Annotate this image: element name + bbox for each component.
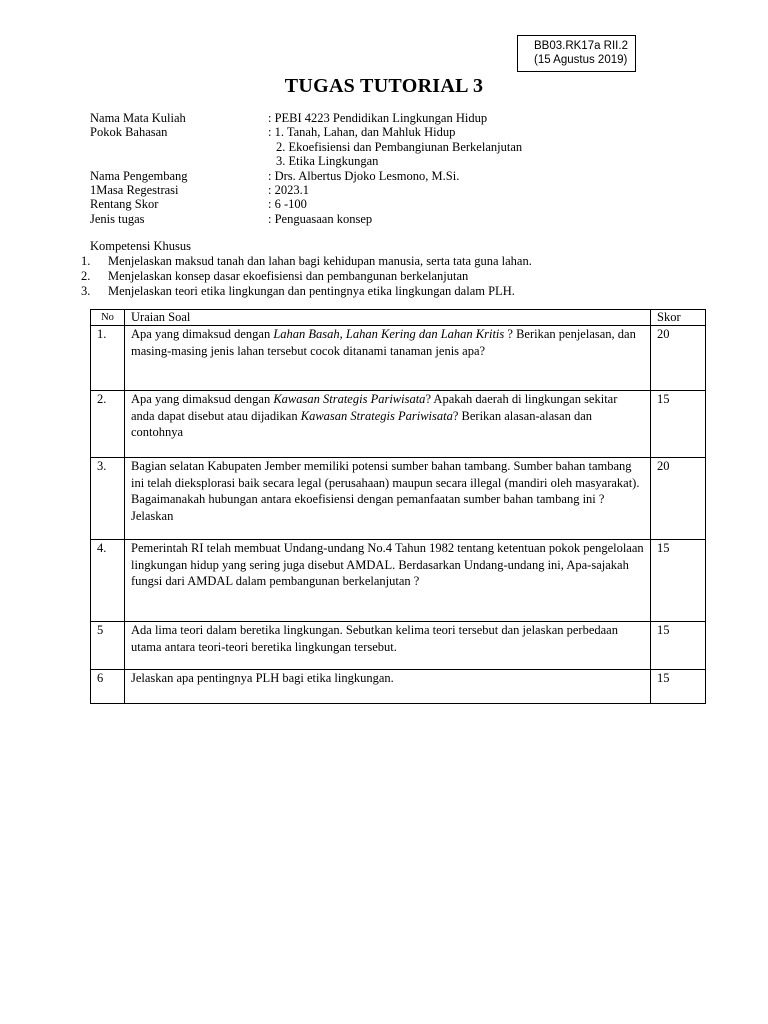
topic-item: 2. Ekoefisiensi dan Pembangiunan Berkelanjutan (276, 139, 523, 154)
developer-row (90, 169, 710, 183)
question-text-run: ? Berikan alasan-alasan dan contohnya (131, 408, 593, 439)
question-text-run: Pemerintah RI telah membuat Undang-undang No.4 Tahun 1982 tentang ketentuan pokok pengelolaan lingkungan hidup yang sering juga disebut AMDAL. Berdasarkan Undang-undang ini, Apa-sajakah fungsi dari AMDAL dalam pembangunan berkelanjutan ? (131, 541, 644, 588)
course-name-value: : PEBI 4223 Pendidikan Lingkungan Hidup (268, 111, 488, 125)
question-number: 4. (91, 540, 125, 622)
question-text (125, 458, 651, 540)
table-row (91, 540, 706, 622)
question-text (125, 540, 651, 622)
question-number: 6 (91, 670, 125, 704)
score-range-row (90, 197, 710, 211)
list-item (81, 254, 701, 269)
registration-label: 1Masa Regestrasi (90, 183, 179, 198)
list-item (81, 269, 701, 284)
table-row (91, 391, 706, 458)
question-score: 15 (651, 622, 706, 670)
question-text (125, 391, 651, 458)
task-type-label: Jenis tugas (90, 211, 145, 226)
list-item (81, 284, 701, 299)
topic-row (90, 125, 710, 168)
course-info (90, 111, 710, 226)
topic-item: 3. Etika Lingkungan (276, 154, 379, 169)
question-number: 5 (91, 622, 125, 670)
question-text-run: Jelaskan apa pentingnya PLH bagi etika lingkungan. (131, 671, 394, 685)
topic-item: : 1. Tanah, Lahan, dan Mahluk Hidup (268, 125, 456, 140)
task-type-value: : Penguasaan konsep (268, 211, 373, 226)
question-number: 2. (91, 391, 125, 458)
table-row (91, 622, 706, 670)
question-score: 15 (651, 670, 706, 704)
competency-text: Menjelaskan teori etika lingkungan dan pentingnya etika lingkungan dalam PLH. (108, 284, 515, 298)
competency-text: Menjelaskan konsep dasar ekoefisiensi dan pembangunan berkelanjutan (108, 269, 469, 283)
table-header-row (91, 310, 706, 326)
registration-row (90, 183, 710, 197)
question-score: 20 (651, 326, 706, 391)
question-text (125, 326, 651, 391)
document-code: BB03.RK17a RII.2 (534, 40, 628, 52)
question-text-run: Apa yang dimaksud dengan (131, 392, 274, 406)
question-number: 3. (91, 458, 125, 540)
competency-number: 1. (81, 254, 91, 268)
course-name-row (90, 111, 710, 125)
question-score: 15 (651, 540, 706, 622)
topic-label: Pokok Bahasan (90, 125, 168, 140)
document-date: (15 Agustus 2019) (534, 54, 628, 66)
column-header-question: Uraian Soal (125, 310, 651, 326)
question-score: 20 (651, 458, 706, 540)
competency-section (81, 239, 710, 299)
task-type-row (90, 212, 710, 226)
question-text-run: ? Berikan penjelasan, dan masing-masing jenis lahan tersebut cocok ditanami tanaman jenis apa? (131, 327, 636, 358)
table-row (91, 458, 706, 540)
table-row (91, 670, 706, 704)
competency-list (81, 254, 710, 299)
column-header-no: No (91, 310, 125, 326)
question-text-run: Ada lima teori dalam beretika lingkungan. Sebutkan kelima teori tersebut dan jelaskan perbedaan utama antara teori-teori beretika lingkungan tersebut. (131, 623, 618, 654)
competency-number: 2. (81, 269, 91, 283)
topic-list (268, 125, 710, 168)
course-name-label: Nama Mata Kuliah (90, 111, 186, 125)
question-text-run: Apa yang dimaksud dengan (131, 327, 274, 341)
document-code-box (517, 35, 636, 72)
competency-heading: Kompetensi Khusus (90, 239, 192, 253)
question-text-run: Bagian selatan Kabupaten Jember memiliki potensi sumber bahan tambang. Sumber bahan tambang ini telah dieksplorasi baik secara legal (perusahaan) maupun secara illegal (mandiri oleh masyarakat). Bagaimanakah hubungan antara ekoefisiensi dengan pemanfaatan sumber bahan tambang ini ? Jelaskan (131, 459, 640, 523)
competency-number: 3. (81, 284, 91, 298)
score-range-value: : 6 -100 (268, 197, 307, 212)
table-row (91, 326, 706, 391)
question-italic-term: Kawasan Strategis Pariwisata (273, 392, 426, 406)
questions-table (90, 309, 706, 704)
registration-value: : 2023.1 (268, 183, 309, 198)
question-text (125, 670, 651, 704)
question-text (125, 622, 651, 670)
question-number: 1. (91, 326, 125, 391)
developer-label: Nama Pengembang (90, 168, 188, 183)
question-italic-term: Lahan Basah, Lahan Kering dan Lahan Kritis (273, 327, 505, 341)
question-score: 15 (651, 391, 706, 458)
question-italic-term: Kawasan Strategis Pariwisata (300, 408, 453, 423)
competency-text: Menjelaskan maksud tanah dan lahan bagi kehidupan manusia, serta tata guna lahan. (108, 254, 532, 268)
score-range-label: Rentang Skor (90, 197, 159, 212)
question-text-run: ? Apakah daerah di lingkungan sekitar anda dapat disebut atau dijadikan (131, 392, 618, 423)
developer-value: : Drs. Albertus Djoko Lesmono, M.Si. (268, 168, 460, 183)
page-title: TUGAS TUTORIAL 3 (284, 75, 484, 97)
column-header-score: Skor (651, 310, 706, 326)
